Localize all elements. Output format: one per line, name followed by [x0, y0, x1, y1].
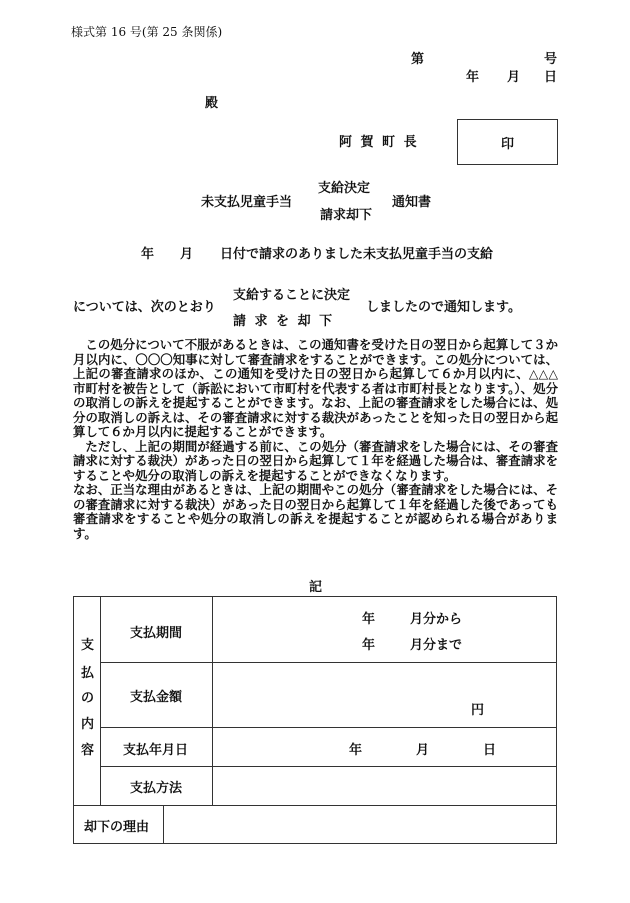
- intro-month: 月: [180, 247, 194, 262]
- side-label-char: 払: [81, 666, 95, 681]
- intro-option-reject: 請 求 を 却 下: [233, 314, 335, 329]
- period-to-year: 年: [362, 638, 376, 653]
- amount-unit: 円: [471, 703, 485, 718]
- form-number-label: 様式第 16 号(第 25 条関係): [71, 25, 223, 39]
- side-label-char: の: [81, 691, 95, 706]
- addressee-suffix: 殿: [205, 96, 219, 111]
- table-line: [100, 597, 101, 805]
- table-line: [74, 805, 557, 806]
- table-line: [100, 727, 557, 728]
- appeal-paragraph: この処分について不服があるときは、この通知書を受けた日の翌日から起算して３か月以内に、〇〇〇知事に対して審査請求をすることができます。この処分については、上記の審査請求のほか、この通知を受けた日の翌日から起算して６か月以内に、△△△市町村を被告として（訴訟において市町村を代表する者は市町村長となります。）、処分の取消しの訴えを提起することができます。なお、上記の審査請求をした場合には、処分の取消しの訴えは、その審査請求に対する裁決があったことを知った日の翌日から起算して６か月以内に提起することができます。: [73, 337, 558, 439]
- issuer-name: 阿 賀 町 長: [339, 135, 419, 150]
- intro-lead: については、次のとおり: [73, 300, 216, 315]
- title-option-reject: 請求却下: [320, 208, 373, 223]
- seal-box: [457, 119, 558, 165]
- table-line: [212, 597, 213, 805]
- ki-heading: 記: [309, 580, 323, 595]
- side-label-char: 内: [81, 717, 95, 732]
- document-number-suffix: 号: [544, 52, 558, 67]
- amount-label: 支払金額: [130, 690, 183, 705]
- title-right: 通知書: [392, 195, 432, 210]
- payment-date-year: 年: [349, 743, 363, 758]
- payment-details-table: [73, 596, 557, 844]
- issue-date-month: 月: [507, 70, 521, 85]
- period-from: 月分から: [410, 612, 463, 627]
- period-from-year: 年: [362, 612, 376, 627]
- issue-date-year: 年: [466, 70, 480, 85]
- table-line: [100, 662, 557, 663]
- intro-option-grant: 支給することに決定: [233, 288, 351, 303]
- payment-date-day: 日: [483, 743, 497, 758]
- appeal-paragraph: なお、正当な理由があるときは、上記の期間やこの処分（審査請求をした場合には、その審査請求に対する裁決）があった日の翌日から起算して１年を経過した後であっても審査請求をすることや処分の取消しの訴えを提起することが認められる場合があります。: [73, 482, 558, 541]
- table-line: [163, 805, 164, 844]
- intro-text: 日付で請求のありました未支払児童手当の支給: [220, 247, 494, 262]
- period-to: 月分まで: [410, 638, 463, 653]
- side-label-char: 容: [81, 743, 95, 758]
- title-option-grant: 支給決定: [318, 181, 371, 196]
- payment-date-label: 支払年月日: [123, 743, 189, 758]
- reject-reason-label: 却下の理由: [84, 820, 150, 835]
- side-label-char: 支: [81, 638, 95, 653]
- intro-year: 年: [141, 247, 155, 262]
- appeal-notice-body: [73, 338, 558, 541]
- intro-tail: しましたので通知します。: [366, 300, 521, 315]
- period-label: 支払期間: [130, 626, 183, 641]
- seal-label: 印: [500, 137, 514, 152]
- issue-date-day: 日: [544, 70, 558, 85]
- payment-date-month: 月: [416, 743, 430, 758]
- document-number-prefix: 第: [411, 52, 425, 67]
- payment-method-label: 支払方法: [130, 781, 183, 796]
- title-left: 未支払児童手当: [201, 195, 293, 210]
- appeal-paragraph: ただし、上記の期間が経過する前に、この処分（審査請求をした場合には、その審査請求に対する裁決）があった日の翌日から起算して１年を経過した場合は、審査請求をすることや処分の取消しの訴えを提起することができなくなります。: [73, 438, 558, 483]
- table-line: [100, 766, 557, 767]
